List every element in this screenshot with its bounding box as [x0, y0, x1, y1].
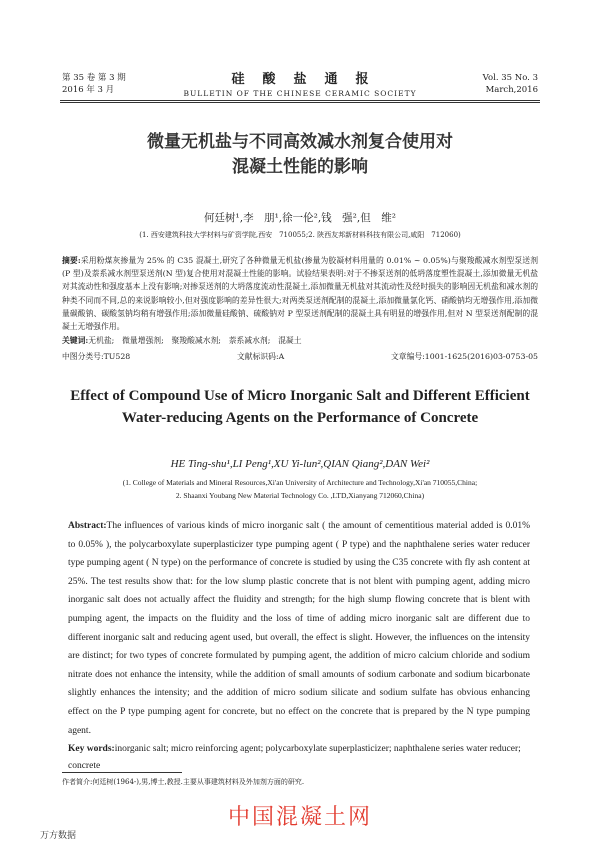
source-label: 万方数据 [40, 831, 77, 841]
title-cn [60, 130, 540, 180]
title-en-line2: Water-reducing Agents on the Performance of Concrete [121, 410, 479, 426]
keywords-cn-text: 无机盐; 微量增强剂; 聚羧酸减水剂; 萘系减水剂; 混凝土 [88, 336, 302, 345]
title-en-line1: Effect of Compound Use of Micro Inorganic Salt and Different Efficient [70, 388, 530, 404]
abstract-en [68, 517, 530, 740]
classification-row [62, 351, 538, 362]
footnote-rule [62, 772, 182, 773]
date-cn: 2016 年 3 月 [62, 85, 115, 95]
issue-info-en [483, 72, 538, 96]
document-code: 文献标识码:A [237, 352, 285, 361]
title-cn-line2: 混凝土性能的影响 [232, 157, 368, 177]
watermark: 中国混凝土网 [227, 805, 372, 830]
keywords-en-text: inorganic salt; micro reinforcing agent; polycarboxylate superplasticizer; naphthalene series water reducer; concrete [68, 744, 521, 771]
journal-name-cn: 硅酸盐通报 [231, 72, 387, 87]
affil-en-line1: (1. College of Materials and Mineral Resources,Xi'an University of Architecture and Technology,Xi'an 710055,China; [122, 478, 478, 487]
article-number: 文章编号:1001-1625(2016)03-0753-05 [390, 352, 538, 361]
header-rule-thin [60, 102, 540, 103]
volume-issue-en: Vol. 35 No. 3 [482, 73, 538, 83]
keywords-en-label: Key words: [68, 744, 115, 754]
abstract-cn-label: 摘要: [62, 256, 81, 265]
abstract-cn-text: 采用粉煤灰掺量为 25% 的 C35 混凝土,研究了各种微量无机盐(掺量为胶凝材料用量的 0.01% ~ 0.05%)与聚羧酸减水剂型泵送剂(P 型)及萘系减水剂型泵送剂(N 型)复合使用对混凝土性能的影响。试验结果表明:对于不掺泵送剂的低坍落度塑性混凝土,添加微量无机盐对其流动性和强度基本上没有影响;对掺泵送剂的大坍落度流动性混凝土,添加微量无机盐对其流动性及经时损失的影响因无机盐和减水剂的种类不同而不同,总的来说影响较小,但对强度影响的差异性很大;对两类泵送剂配制的混凝土,添加微量氯化钙、硝酸钠均无增强作用,添加微量碳酸钠、碳酸氢钠均稍有增强作用;添加微量硅酸钠、硫酸钠对 P 型泵送剂配制的混凝土具有明显的增强作用,但对 N 型泵送剂配制的混凝土无增强作用。 [62, 256, 538, 332]
header-rule [60, 100, 540, 101]
affiliations-en [60, 476, 540, 502]
keywords-cn [62, 335, 538, 346]
title-cn-line1: 微量无机盐与不同高效减水剂复合使用对 [147, 132, 453, 152]
class-number: 中图分类号:TU528 [62, 352, 131, 361]
abstract-cn [62, 254, 538, 333]
authors-cn: 何廷树¹,李 朋¹,徐一伦²,钱 强²,但 维² [204, 212, 396, 224]
keywords-en [68, 741, 530, 775]
authors-en: HE Ting-shu¹,LI Peng¹,XU Yi-lun²,QIAN Qiang²,DAN Wei² [170, 458, 430, 470]
date-en: March,2016 [485, 85, 538, 95]
journal-name-en: BULLETIN OF THE CHINESE CERAMIC SOCIETY [183, 89, 417, 98]
abstract-en-text: The influences of various kinds of micro inorganic salt ( the amount of cementitious material added is 0.01% to 0.05% ), the polycarboxylate superplasticizer type pumping agent ( P type) and the naphthalene series water reducer type pumping agent ( N type) on the performance of concrete is studied by using the C35 concrete with fly ash content at 25%. The test results show that: for the low slump plastic concrete that is not blent with pumping agent, adding micro inorganic salt does not actually affect the fluidity and strength; for the high slump flowing concrete that is blent with pumping agent, the impacts on the fluidity and the loss of time of adding micro inorganic salt are different due to different inorganic salt and reducing agent used, but overall, the effect is slight. However, the influences on the intensity are distinct; for two types of concrete formulated by pumping agent, the addition of micro calcium chloride and sodium nitrate does not enhance the intensity, while the addition of small amounts of sodium carbonate and sodium bicarbonate slightly enhances the intensity; and the addition of micro sodium silicate and sodium sulfate has obvious enhancing effect on the P type pumping agent for concrete, but no effect on the concrete that is prepared by the N type pumping agent. [68, 521, 530, 736]
affiliations-cn: (1. 西安建筑科技大学材料与矿资学院,西安 710055;2. 陕西友邦新材料科技有限公司,咸阳 712060) [139, 231, 461, 239]
title-en [50, 385, 550, 429]
volume-issue-cn: 第 35 卷 第 3 期 [62, 73, 126, 83]
keywords-cn-label: 关键词: [62, 336, 89, 345]
author-bio-footnote: 作者简介:何廷树(1964-),男,博士,教授.主要从事建筑材料及外加剂方面的研究. [62, 778, 305, 786]
affil-en-line2: 2. Shaanxi Youbang New Material Technology Co. ,LTD,Xianyang 712060,China) [175, 491, 425, 500]
abstract-en-label: Abstract: [68, 521, 107, 531]
